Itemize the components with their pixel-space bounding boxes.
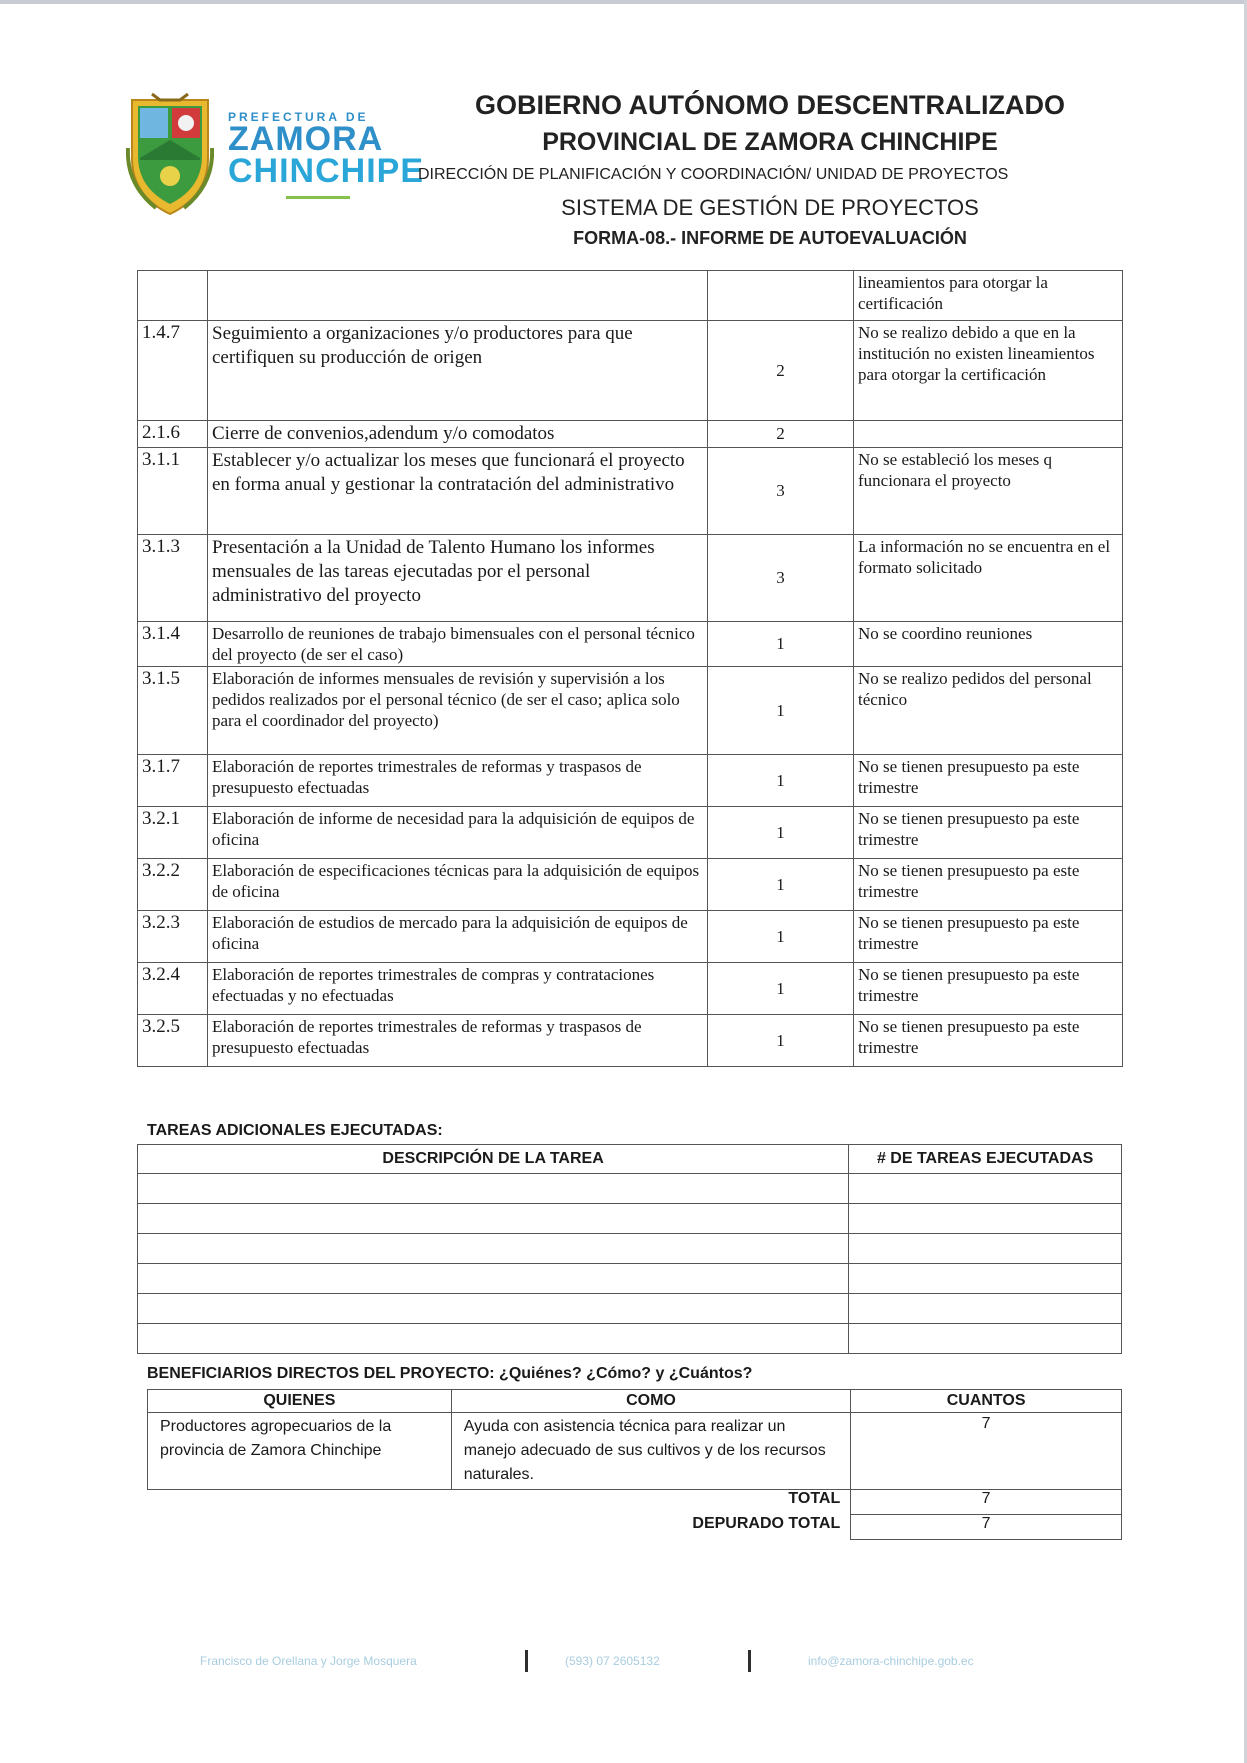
evaluation-row	[138, 667, 1123, 755]
header-line3: DIRECCIÓN DE PLANIFICACIÓN Y COORDINACIÓN/ UNIDAD DE PROYECTOS	[418, 166, 1009, 183]
row-code: 3.2.2	[138, 859, 208, 911]
tareas-cell	[138, 1294, 849, 1324]
row-value: 3	[708, 535, 854, 622]
row-description: Elaboración de informe de necesidad para la adquisición de equipos de oficina	[208, 807, 708, 859]
tareas-cell	[849, 1204, 1122, 1234]
row-observation: No se tienen presupuesto pa este trimestre	[854, 963, 1123, 1015]
tareas-col-cantidad: # DE TAREAS EJECUTADAS	[849, 1145, 1122, 1174]
logo-wordmark	[228, 110, 424, 199]
logo-small-text: PREFECTURA DE	[228, 110, 369, 124]
evaluation-row	[138, 911, 1123, 963]
depurado-value: 7	[851, 1515, 1122, 1540]
row-value: 1	[708, 622, 854, 667]
evaluation-table	[137, 270, 1123, 1067]
evaluation-row	[138, 535, 1123, 622]
row-code: 3.1.5	[138, 667, 208, 755]
row-description: Elaboración de especificaciones técnicas para la adquisición de equipos de oficina	[208, 859, 708, 911]
tareas-cell	[138, 1264, 849, 1294]
row-description: Elaboración de reportes trimestrales de reformas y traspasos de presupuesto efectuadas	[208, 1015, 708, 1067]
depurado-label: DEPURADO TOTAL	[148, 1515, 851, 1540]
row-code: 3.1.7	[138, 755, 208, 807]
total-label: TOTAL	[148, 1490, 851, 1515]
evaluation-row	[138, 321, 1123, 421]
header-line1: GOBIERNO AUTÓNOMO DESCENTRALIZADO	[475, 90, 1065, 120]
como-value: Ayuda con asistencia técnica para realizar un manejo adecuado de sus cultivos y de los recursos naturales.	[451, 1413, 851, 1490]
tareas-title: TAREAS ADICIONALES EJECUTADAS:	[147, 1122, 443, 1139]
total-row	[148, 1490, 1122, 1515]
row-description: Presentación a la Unidad de Talento Humano los informes mensuales de las tareas ejecutadas por el personal administrativo del proyecto	[208, 535, 708, 622]
col-quienes: QUIENES	[148, 1390, 452, 1413]
logo-underline	[286, 196, 350, 199]
beneficiarios-header-row	[148, 1390, 1122, 1413]
row-value: 2	[708, 321, 854, 421]
beneficiarios-table	[147, 1389, 1122, 1540]
footer-separator	[748, 1650, 751, 1672]
evaluation-row	[138, 271, 1123, 321]
row-code: 3.2.3	[138, 911, 208, 963]
footer-phone: (593) 07 2605132	[565, 1654, 660, 1668]
beneficiarios-title: BENEFICIARIOS DIRECTOS DEL PROYECTO: ¿Quiénes? ¿Cómo? y ¿Cuántos?	[147, 1365, 753, 1382]
row-value: 1	[708, 667, 854, 755]
footer-separator	[525, 1650, 528, 1672]
row-code: 1.4.7	[138, 321, 208, 421]
tareas-row	[138, 1174, 1122, 1204]
row-observation: lineamientos para otorgar la certificación	[854, 271, 1123, 321]
tareas-row	[138, 1324, 1122, 1354]
tareas-row	[138, 1294, 1122, 1324]
footer-email: info@zamora-chinchipe.gob.ec	[808, 1654, 974, 1668]
col-como: COMO	[451, 1390, 851, 1413]
tareas-cell	[849, 1234, 1122, 1264]
row-value: 1	[708, 911, 854, 963]
tareas-cell	[849, 1294, 1122, 1324]
row-observation: No se coordino reuniones	[854, 622, 1123, 667]
row-description	[208, 271, 708, 321]
footer-address: Francisco de Orellana y Jorge Mosquera	[200, 1654, 417, 1668]
cuantos-value: 7	[851, 1413, 1122, 1490]
row-description: Elaboración de reportes trimestrales de reformas y traspasos de presupuesto efectuadas	[208, 755, 708, 807]
row-observation: No se realizo pedidos del personal técnico	[854, 667, 1123, 755]
evaluation-row	[138, 755, 1123, 807]
row-code: 2.1.6	[138, 421, 208, 448]
beneficiarios-row	[148, 1413, 1122, 1490]
row-value: 2	[708, 421, 854, 448]
evaluation-row	[138, 421, 1123, 448]
tareas-table	[137, 1144, 1122, 1354]
row-value	[708, 271, 854, 321]
tareas-cell	[138, 1174, 849, 1204]
row-value: 1	[708, 1015, 854, 1067]
row-value: 1	[708, 755, 854, 807]
form-title: FORMA-08.- INFORME DE AUTOEVALUACIÓN	[573, 228, 967, 248]
row-value: 1	[708, 859, 854, 911]
logo-line2: CHINCHIPE	[228, 152, 425, 190]
header-line2: PROVINCIAL DE ZAMORA CHINCHIPE	[542, 128, 998, 156]
row-description: Cierre de convenios,adendum y/o comodatos	[208, 421, 708, 448]
evaluation-row	[138, 963, 1123, 1015]
row-code: 3.2.1	[138, 807, 208, 859]
row-code: 3.1.4	[138, 622, 208, 667]
row-description: Establecer y/o actualizar los meses que funcionará el proyecto en forma anual y gestionar la contratación del administrativo	[208, 448, 708, 535]
row-code: 3.2.5	[138, 1015, 208, 1067]
tareas-cell	[849, 1264, 1122, 1294]
header-line4: SISTEMA DE GESTIÓN DE PROYECTOS	[561, 195, 979, 220]
tareas-cell	[138, 1204, 849, 1234]
total-value: 7	[851, 1490, 1122, 1515]
tareas-header-row	[138, 1145, 1122, 1174]
col-cuantos: CUANTOS	[851, 1390, 1122, 1413]
row-observation: No se realizo debido a que en la institución no existen lineamientos para otorgar la certificación	[854, 321, 1123, 421]
tareas-cell	[138, 1234, 849, 1264]
row-code	[138, 271, 208, 321]
row-observation: No se tienen presupuesto pa este trimestre	[854, 1015, 1123, 1067]
tareas-cell	[849, 1324, 1122, 1354]
depurado-row	[148, 1515, 1122, 1540]
scan-edge-top	[0, 0, 1247, 4]
row-code: 3.2.4	[138, 963, 208, 1015]
row-description: Elaboración de reportes trimestrales de compras y contrataciones efectuadas y no efectuadas	[208, 963, 708, 1015]
row-value: 1	[708, 963, 854, 1015]
row-description: Elaboración de estudios de mercado para la adquisición de equipos de oficina	[208, 911, 708, 963]
row-description: Seguimiento a organizaciones y/o productores para que certifiquen su producción de origen	[208, 321, 708, 421]
row-code: 3.1.3	[138, 535, 208, 622]
row-observation: No se tienen presupuesto pa este trimestre	[854, 911, 1123, 963]
tareas-row	[138, 1264, 1122, 1294]
prefectura-shield-logo	[126, 88, 214, 218]
row-observation: No se tienen presupuesto pa este trimestre	[854, 807, 1123, 859]
tareas-row	[138, 1204, 1122, 1234]
row-observation: No se tienen presupuesto pa este trimestre	[854, 755, 1123, 807]
row-description: Elaboración de informes mensuales de revisión y supervisión a los pedidos realizados por el personal técnico (de ser el caso; aplica solo para el coordinador del proyecto)	[208, 667, 708, 755]
evaluation-row	[138, 448, 1123, 535]
tareas-cell	[849, 1174, 1122, 1204]
evaluation-row	[138, 807, 1123, 859]
logo-line1: ZAMORA	[228, 120, 384, 158]
evaluation-row	[138, 622, 1123, 667]
row-observation: No se estableció los meses q funcionara el proyecto	[854, 448, 1123, 535]
row-code: 3.1.1	[138, 448, 208, 535]
tareas-row	[138, 1234, 1122, 1264]
row-description: Desarrollo de reuniones de trabajo bimensuales con el personal técnico del proyecto (de ser el caso)	[208, 622, 708, 667]
evaluation-row	[138, 859, 1123, 911]
row-observation	[854, 421, 1123, 448]
row-observation: No se tienen presupuesto pa este trimestre	[854, 859, 1123, 911]
row-value: 3	[708, 448, 854, 535]
evaluation-row	[138, 1015, 1123, 1067]
row-observation: La información no se encuentra en el formato solicitado	[854, 535, 1123, 622]
quienes-value: Productores agropecuarios de la provincia de Zamora Chinchipe	[148, 1413, 452, 1490]
row-value: 1	[708, 807, 854, 859]
tareas-col-descripcion: DESCRIPCIÓN DE LA TAREA	[138, 1145, 849, 1174]
tareas-cell	[138, 1324, 849, 1354]
